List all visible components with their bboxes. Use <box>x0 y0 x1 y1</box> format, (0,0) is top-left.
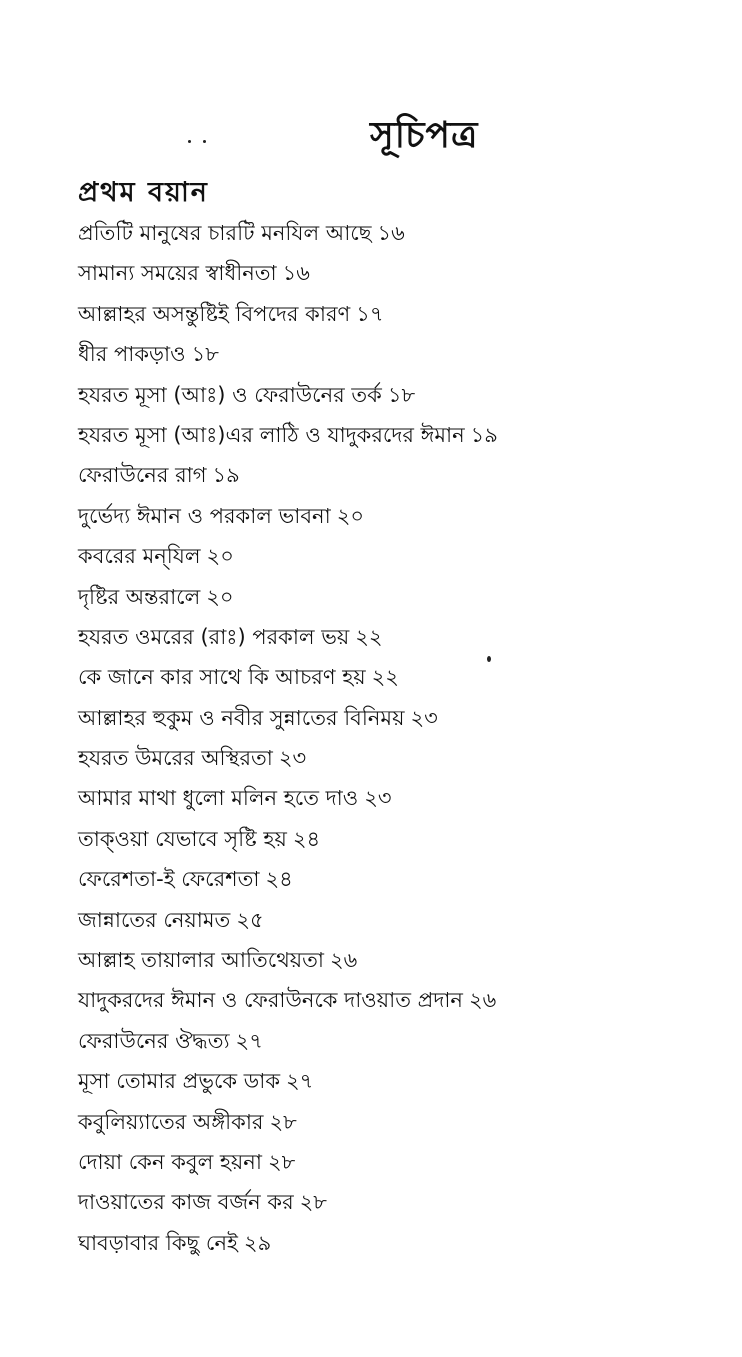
toc-entry-title: দাওয়াতের কাজ বর্জন কর <box>78 1190 294 1215</box>
toc-entry <box>78 859 718 899</box>
section-heading: প্রথম বয়ান <box>78 177 209 208</box>
toc-entry <box>78 1142 718 1182</box>
toc-entry <box>78 536 718 576</box>
toc-entry-page-number: ২৩ <box>278 746 307 771</box>
toc-entry-page-number: ২৬ <box>330 948 358 973</box>
toc-entry-title: আল্লাহর হুকুম ও নবীর সুন্নাতের বিনিময় <box>78 705 405 730</box>
toc-entry <box>78 617 718 657</box>
toc-entry-page-number: ১৮ <box>191 342 219 367</box>
toc-entry-page-number: ১৯ <box>470 422 498 447</box>
toc-entry <box>78 698 718 738</box>
toc-entry-page-number: ১৬ <box>282 261 310 286</box>
toc-entry <box>78 738 718 778</box>
toc-entry-page-number: ২৮ <box>267 1149 296 1174</box>
toc-entry-title: প্রতিটি মানুষের চারটি মনযিল আছে <box>78 221 372 245</box>
toc-entry-page-number: ২৬ <box>468 988 497 1013</box>
toc-entry-page-number: ২৪ <box>265 867 293 892</box>
toc-entry-page-number: ২৯ <box>243 1230 272 1255</box>
toc-entry <box>78 819 718 859</box>
toc-entry-title: হযরত মূসা (আঃ)এর লাঠি ও যাদুকরদের ঈমান <box>78 422 465 447</box>
toc-entry <box>78 213 718 253</box>
toc-entry-title: ধীর পাকড়াও <box>78 342 186 367</box>
table-of-contents <box>78 213 718 1263</box>
toc-entry <box>78 980 718 1020</box>
toc-entry-title: ফেরাউনের ঔদ্ধত্য <box>78 1028 230 1053</box>
toc-entry-title: দোয়া কেন কবুল হয়না <box>78 1149 262 1174</box>
toc-entry-title: হযরত মূসা (আঃ) ও ফেরাউনের তর্ক <box>78 382 382 407</box>
page-title: সূচিপত্র <box>370 115 479 156</box>
toc-entry-title: মূসা তোমার প্রভুকে ডাক <box>78 1069 281 1094</box>
toc-entry-page-number: ২৮ <box>299 1190 327 1215</box>
toc-entry-title: ফেরাউনের রাগ <box>78 463 207 488</box>
toc-entry <box>78 334 718 374</box>
toc-entry-page-number: ১৭ <box>356 301 384 326</box>
toc-entry-title: ফেরেশতা-ই ফেরেশতা <box>78 867 260 892</box>
toc-entry-page-number: ২৩ <box>410 705 438 730</box>
toc-entry <box>78 940 718 980</box>
toc-entry-page-number: ১৯ <box>212 463 240 488</box>
toc-entry-title: দৃষ্টির অন্তরালে <box>78 584 201 609</box>
toc-entry-page-number: ২৫ <box>236 907 264 932</box>
toc-entry <box>78 1182 718 1222</box>
toc-entry-page-number: ১৮ <box>387 382 416 407</box>
toc-entry-title: জান্নাতের নেয়ামত <box>78 907 231 932</box>
toc-entry <box>78 1061 718 1101</box>
toc-entry <box>78 1102 718 1142</box>
toc-entry <box>78 375 718 415</box>
toc-entry-page-number: ২৪ <box>292 826 321 851</box>
toc-entry-title: দুর্ভেদ্য ঈমান ও পরকাল ভাবনা <box>78 503 331 528</box>
toc-entry <box>78 415 718 455</box>
toc-entry-title: হযরত উমরের অস্থিরতা <box>78 746 273 771</box>
scan-speck <box>203 140 206 143</box>
toc-entry-title: যাদুকরদের ঈমান ও ফেরাউনকে দাওয়াত প্রদান <box>78 988 463 1013</box>
toc-entry-title: আল্লাহর অসন্তুষ্টিই বিপদের কারণ <box>78 301 351 326</box>
toc-entry-title: হযরত ওমরের (রাঃ) পরকাল ভয় <box>78 624 350 649</box>
toc-entry <box>78 1021 718 1061</box>
toc-entry-title: কবুলিয়্যাতের অঙ্গীকার <box>78 1109 264 1134</box>
toc-entry-title: আমার মাথা ধুলো মলিন হতে দাও <box>78 786 359 811</box>
toc-entry-page-number: ২২ <box>371 665 399 690</box>
toc-entry <box>78 496 718 536</box>
scan-speck <box>188 140 191 143</box>
toc-entry-page-number: ২৮ <box>269 1109 297 1134</box>
toc-entry-page-number: ২৩ <box>364 786 392 811</box>
toc-entry <box>78 253 718 293</box>
toc-entry <box>78 900 718 940</box>
toc-entry-title: কবরের মন্‌যিল <box>78 544 201 569</box>
toc-entry-page-number: ১৬ <box>377 221 405 245</box>
toc-entry <box>78 294 718 334</box>
toc-entry-title: আল্লাহ তায়ালার আতিথেয়তা <box>78 948 325 973</box>
toc-entry <box>78 778 718 818</box>
toc-entry-title: ঘাবড়াবার কিছু নেই <box>78 1230 238 1255</box>
toc-entry-page-number: ২৭ <box>235 1028 263 1053</box>
toc-entry-page-number: ২৭ <box>286 1069 314 1094</box>
toc-entry-title: সামান্য সময়ের স্বাধীনতা <box>78 261 277 286</box>
toc-entry <box>78 657 718 697</box>
toc-entry-title: কে জানে কার সাথে কি আচরণ হয় <box>78 665 366 690</box>
toc-entry-title: তাক্‌ওয়া যেভাবে সৃষ্টি হয় <box>78 826 287 851</box>
toc-entry <box>78 577 718 617</box>
toc-entry-page-number: ২০ <box>206 544 234 569</box>
toc-entry-page-number: ২০ <box>206 584 234 609</box>
toc-entry-page-number: ২০ <box>336 503 364 528</box>
toc-entry-page-number: ২২ <box>355 624 383 649</box>
toc-entry <box>78 1223 718 1263</box>
toc-entry <box>78 455 718 495</box>
